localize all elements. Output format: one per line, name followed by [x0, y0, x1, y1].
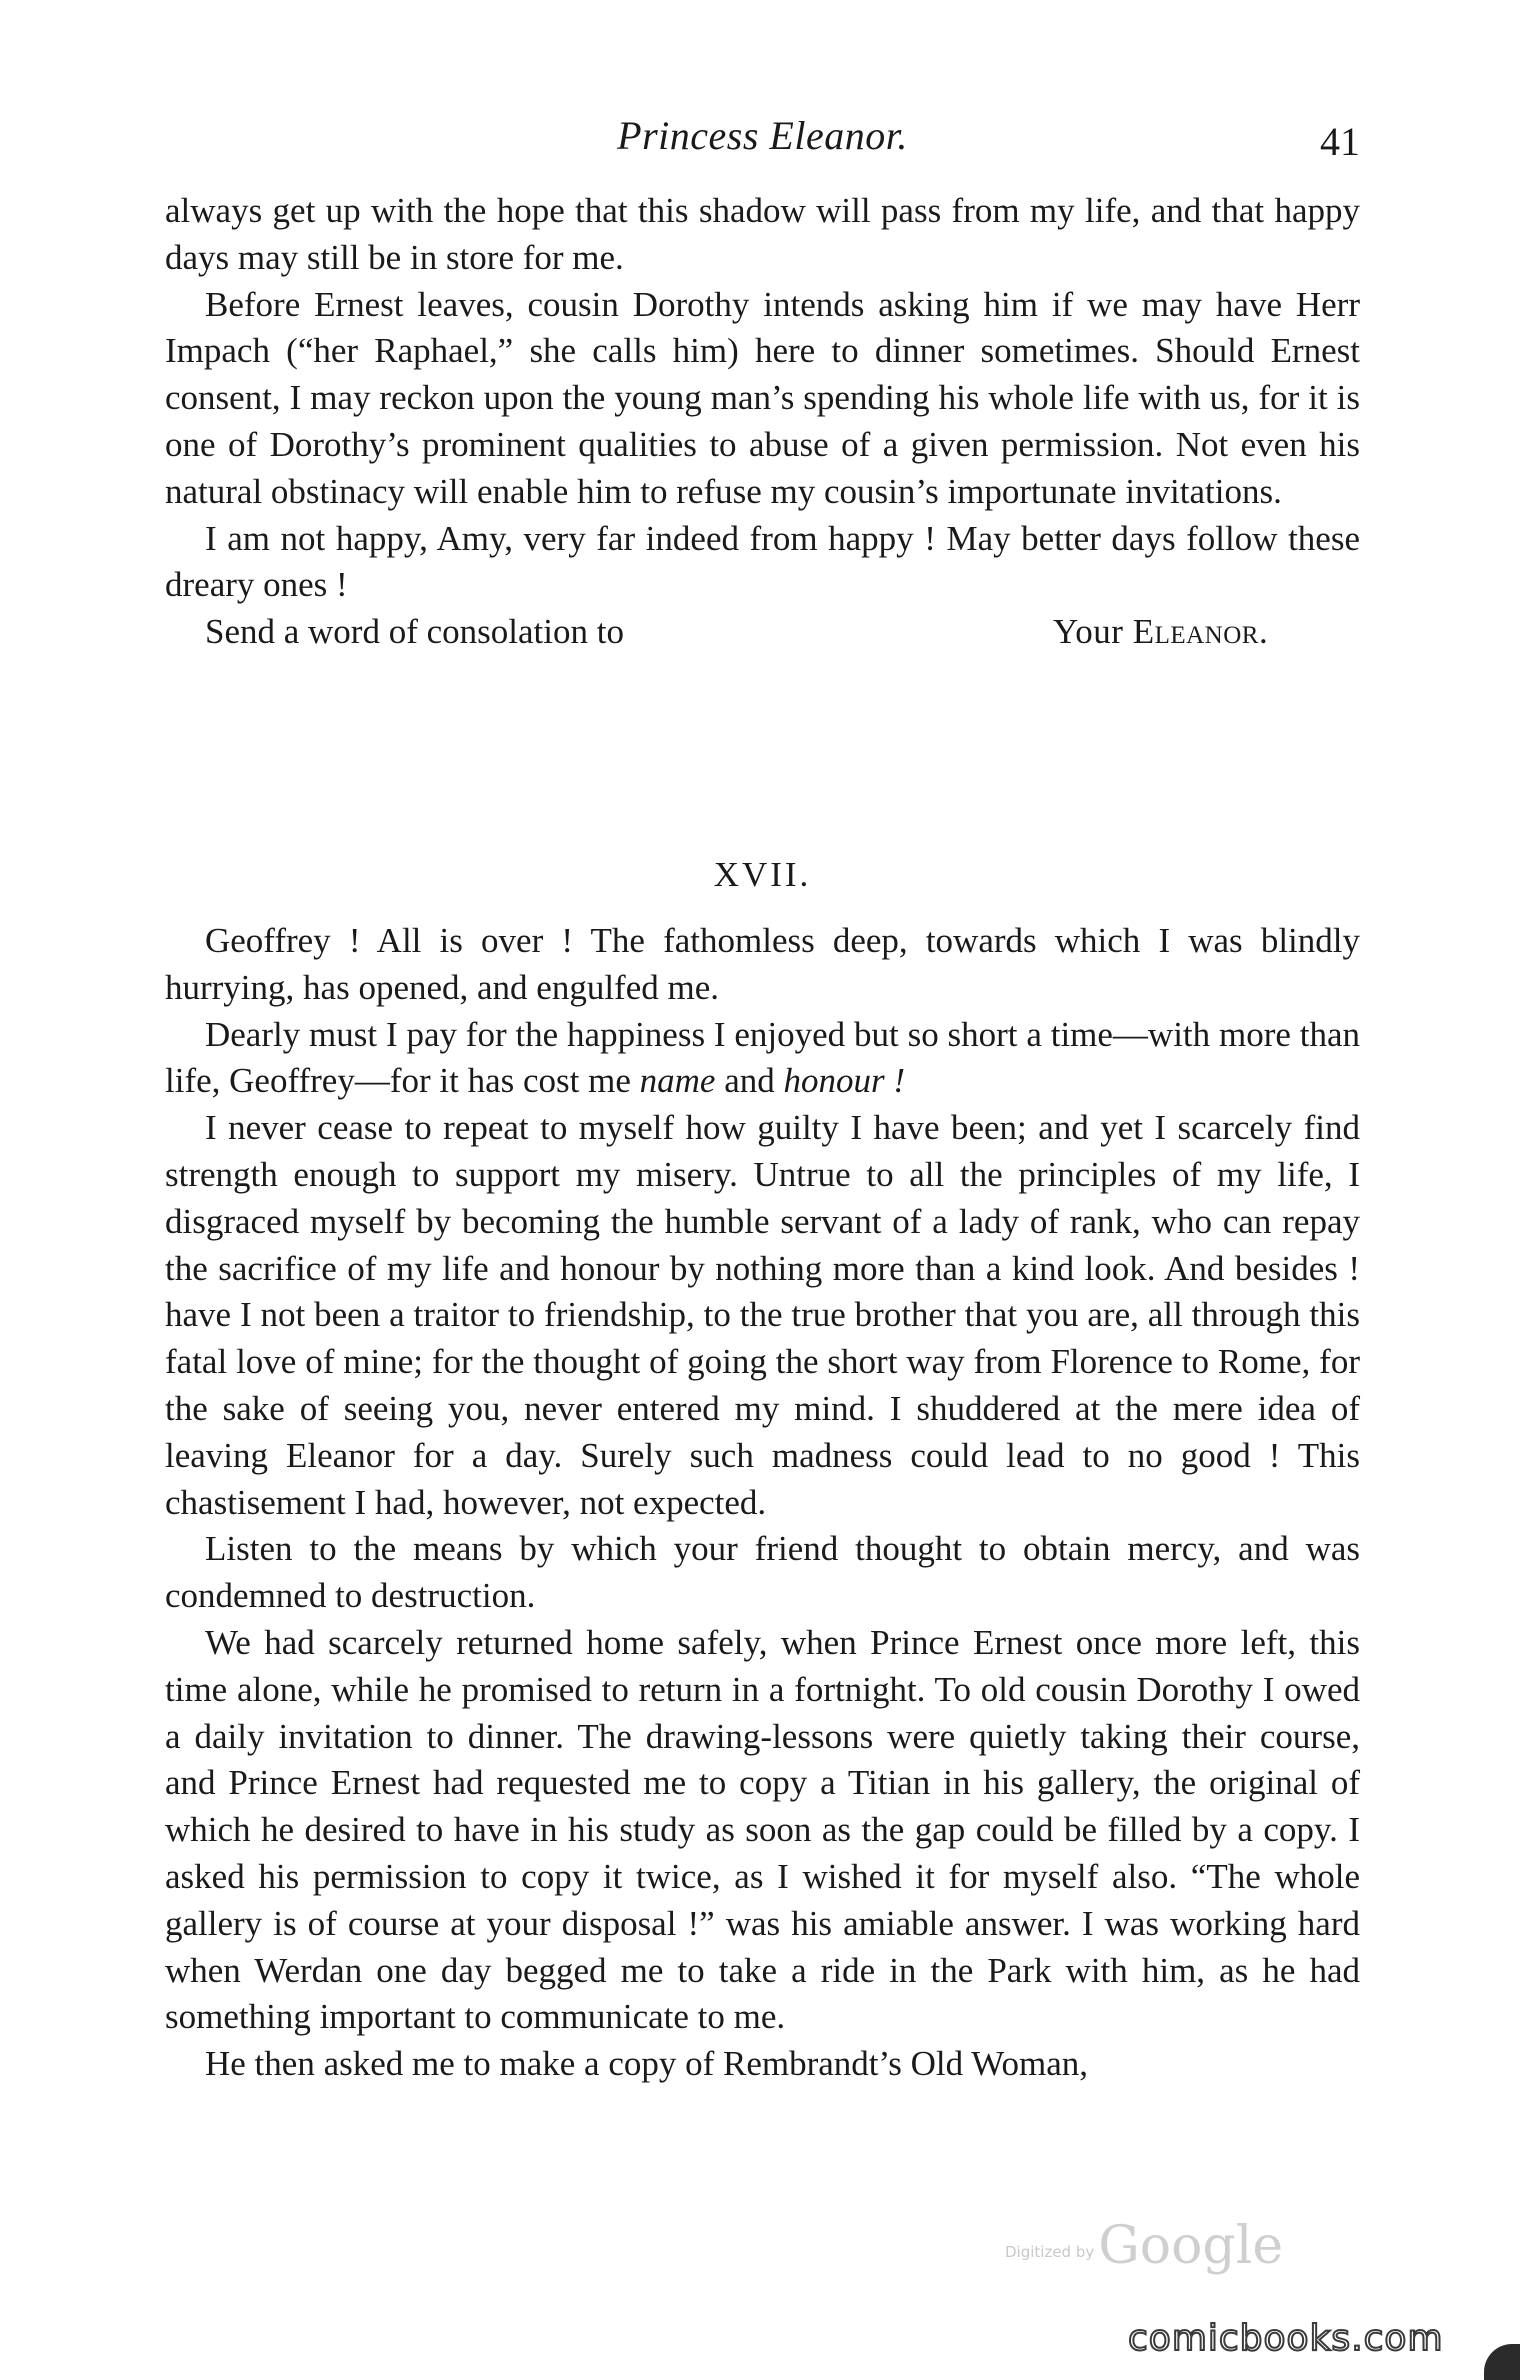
- signature-prefix: Your: [1053, 612, 1124, 652]
- closing-text: Send a word of consolation to: [205, 612, 624, 652]
- signature-name: Eleanor.: [1132, 612, 1269, 652]
- signature: [1053, 609, 1268, 656]
- letter-xvii: [165, 918, 1360, 2088]
- running-title: Princess Eleanor.: [617, 113, 908, 158]
- letter-xvi-continuation: [165, 188, 1360, 656]
- paragraph: Geoffrey ! All is over ! The fathomless deep, towards which I was blindly hurrying, has opened, and engulfed me.: [165, 921, 1360, 1007]
- closing-line: [165, 609, 1360, 656]
- google-logo: Google: [1098, 2216, 1284, 2276]
- section-heading: XVII.: [713, 855, 812, 894]
- page-corner-mark: [1484, 2344, 1520, 2380]
- paragraph: He then asked me to make a copy of Rembrandt’s Old Woman,: [205, 2044, 1088, 2084]
- paragraph: I never cease to repeat to myself how guilty I have been; and yet I scarcely find strength enough to support my misery. Untrue to all the principles of my life, I disgraced myself by becoming the humble servant of a lady of rank, who can repay the sacrifice of my life and honour by nothing more than a kind look. And besides ! have I not been a traitor to friendship, to the true brother that you are, all through this fatal love of mine; for the thought of going the short way from Florence to Rome, for the sake of seeing you, never entered my mind. I shuddered at the mere idea of leaving Eleanor for a day. Surely such madness could lead to no good ! This chastisement I had, however, not expected.: [165, 1108, 1360, 1522]
- paragraph-text: and: [724, 1061, 775, 1101]
- paragraph-text: Dearly must I pay for the happiness I enjoyed but so short a time—with more than life, Geoffrey—for it has cost me: [165, 1014, 1360, 1101]
- digitized-by-text: Digitized by: [1005, 2243, 1095, 2261]
- italic-word-honour: honour !: [783, 1061, 906, 1101]
- page-number: 41: [1320, 119, 1360, 164]
- paragraph: always get up with the hope that this shadow will pass from my life, and that happy days may still be in store for me.: [165, 191, 1360, 277]
- italic-word-name: name: [639, 1061, 716, 1101]
- paragraph: Listen to the means by which your friend thought to obtain mercy, and was condemned to destruction.: [165, 1529, 1360, 1616]
- paragraph: Before Ernest leaves, cousin Dorothy intends asking him if we may have Herr Impach (“her Raphael,” she calls him) here to dinner sometimes. Should Ernest consent, I may reckon upon the young man’s spending his whole life with us, for it is one of Dorothy’s prominent qualities to abuse of a given permission. Not even his natural obstinacy will enable him to refuse my cousin’s importunate invitations.: [165, 284, 1360, 511]
- site-watermark: comicbooks.com: [1128, 2318, 1444, 2359]
- paragraph: We had scarcely returned home safely, when Prince Ernest once more left, this time alone, while he promised to return in a fortnight. To old cousin Dorothy I owed a daily invitation to dinner. The drawing-lessons were quietly taking their course, and Prince Ernest had requested me to copy a Titian in his gallery, the original of which he desired to have in his study as soon as the gap could be filled by a copy. I asked his permission to copy it twice, as I wished it for myself also. “The whole gallery is of course at your disposal !” was his amiable answer. I was working hard when Werdan one day begged me to take a ride in the Park with him, as he had something important to communicate to me.: [165, 1622, 1360, 2037]
- google-digitized-watermark: [1005, 2210, 1284, 2276]
- paragraph: [165, 1012, 1360, 1106]
- paragraph: I am not happy, Amy, very far indeed from happy ! May better days follow these dreary ones !: [165, 518, 1360, 605]
- page-header: [165, 112, 1360, 172]
